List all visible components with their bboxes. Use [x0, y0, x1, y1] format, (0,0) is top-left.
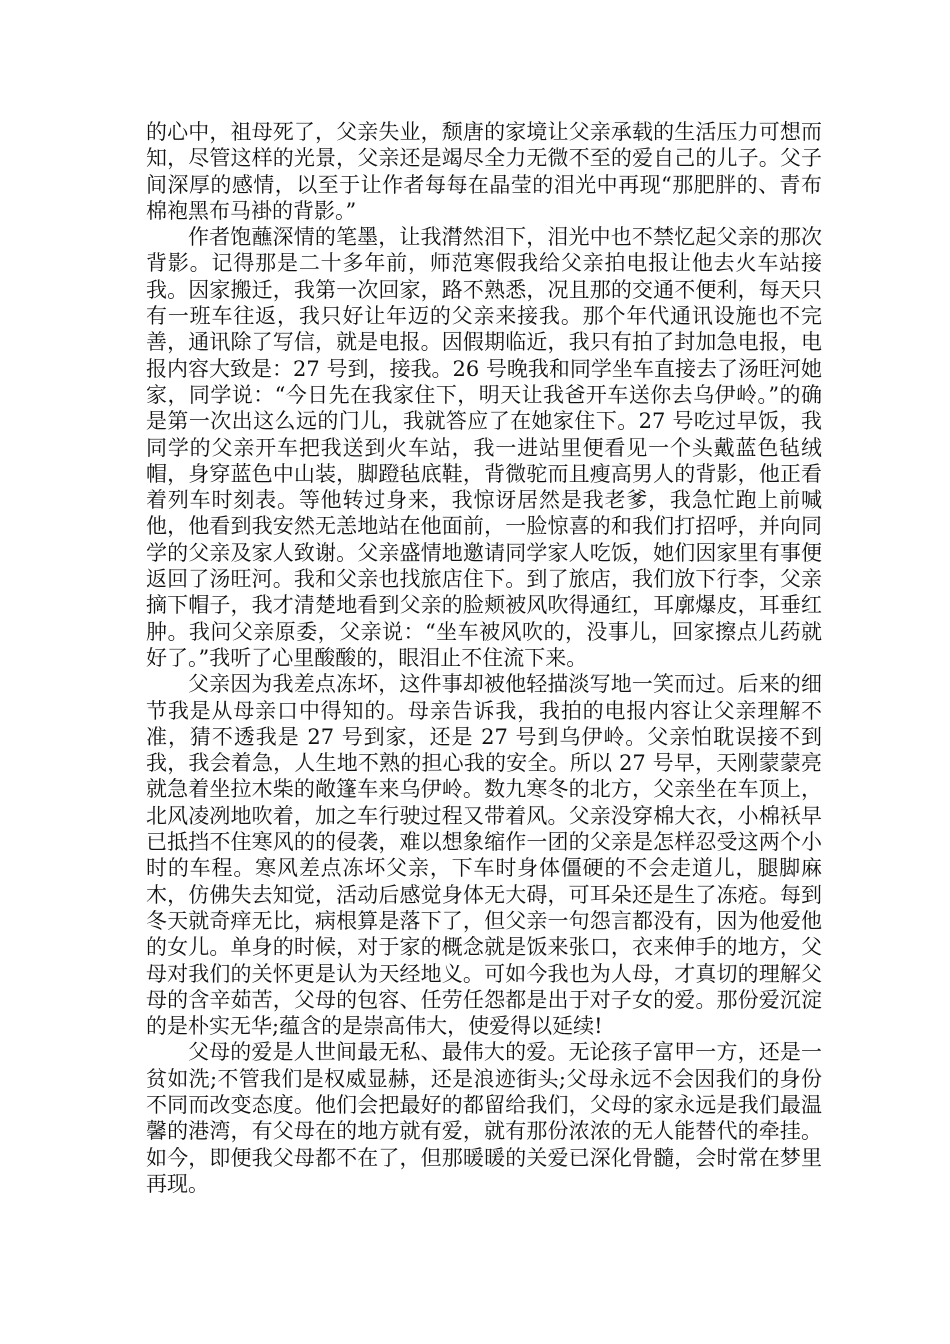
document-body	[146, 119, 822, 1197]
paragraph-1: 的心中，祖母死了，父亲失业，颓唐的家境让父亲承载的生活压力可想而知，尽管这样的光景，父亲还是竭尽全力无微不至的爱自己的儿子。父子间深厚的感情，以至于让作者每每在晶莹的泪光中再现“那肥胖的、青布棉袍黑布马褂的背影。”	[146, 120, 822, 223]
paragraph-2: 作者饱蘸深情的笔墨，让我潸然泪下，泪光中也不禁忆起父亲的那次背影。记得那是二十多年前，师范寒假我给父亲拍电报让他去火车站接我。因家搬迁，我第一次回家，路不熟悉，况且那的交通不便利，每天只有一班车往返，我只好让年迈的父亲来接我。那个年代通讯设施也不完善，通讯除了写信，就是电报。因假期临近，我只有拍了封加急电报，电报内容大致是：27 号到，接我。26 号晚我和同学坐车直接去了汤旺河她家，同学说：“今日先在我家住下，明天让我爸开车送你去乌伊岭。”的确是第一次出这么远的门儿，我就答应了在她家住下。27 号吃过早饭，我同学的父亲开车把我送到火车站，我一进站里便看见一个头戴蓝色毡绒帽，身穿蓝色中山装，脚蹬毡底鞋，背微驼而且瘦高男人的背影，他正看着列车时刻表。等他转过身来，我惊讶居然是我老爹，我急忙跑上前喊他，他看到我安然无恙地站在他面前，一脸惊喜的和我们打招呼，并向同学的父亲及家人致谢。父亲盛情地邀请同学家人吃饭，她们因家里有事便返回了汤旺河。我和父亲也找旅店住下。到了旅店，我们放下行李，父亲摘下帽子，我才清楚地看到父亲的脸颊被风吹得通红，耳廓爆皮，耳垂红肿。我问父亲原委，父亲说：“坐车被风吹的，没事儿，回家擦点儿药就好了。”我听了心里酸酸的，眼泪止不住流下来。	[146, 225, 822, 670]
paragraph-3: 父亲因为我差点冻坏，这件事却被他轻描淡写地一笑而过。后来的细节我是从母亲口中得知的。母亲告诉我，我拍的电报内容让父亲理解不准，猜不透我是 27 号到家，还是 27 号到乌伊岭。父亲怕耽误接不到我，我会着急，人生地不熟的担心我的安全。所以 27 号早，天刚蒙蒙亮就急着坐拉木柴的敞篷车来乌伊岭。数九寒冬的北方，父亲坐在车顶上，北风凌冽地吹着，加之车行驶过程又带着风。父亲没穿棉大衣，小棉袄早已抵挡不住寒风的的侵袭，难以想象缩作一团的父亲是怎样忍受这两个小时的车程。寒风差点冻坏父亲，下车时身体僵硬的不会走道儿，腿脚麻木，仿佛失去知觉，活动后感觉身体无大碍，可耳朵还是生了冻疮。每到冬天就奇痒无比，病根算是落下了，但父亲一句怨言都没有，因为他爱他的女儿。单身的时候，对于家的概念就是饭来张口，衣来伸手的地方，父母对我们的关怀更是认为天经地义。可如今我也为人母，才真切的理解父母的含辛茹苦，父母的包容、任劳任怨都是出于对子女的爱。那份爱沉淀的是朴实无华;蕴含的是崇高伟大，使爱得以延续!	[146, 672, 822, 1039]
paragraph-4: 父母的爱是人世间最无私、最伟大的爱。无论孩子富甲一方，还是一贫如洗;不管我们是权威显赫，还是浪迹街头;父母永远不会因我们的身份不同而改变态度。他们会把最好的都留给我们，父母的家永远是我们最温馨的港湾，有父母在的地方就有爱，就有那份浓浓的无人能替代的牵挂。如今，即便我父母都不在了，但那暖暖的关爱已深化骨髓，会时常在梦里再现。	[146, 1040, 822, 1196]
